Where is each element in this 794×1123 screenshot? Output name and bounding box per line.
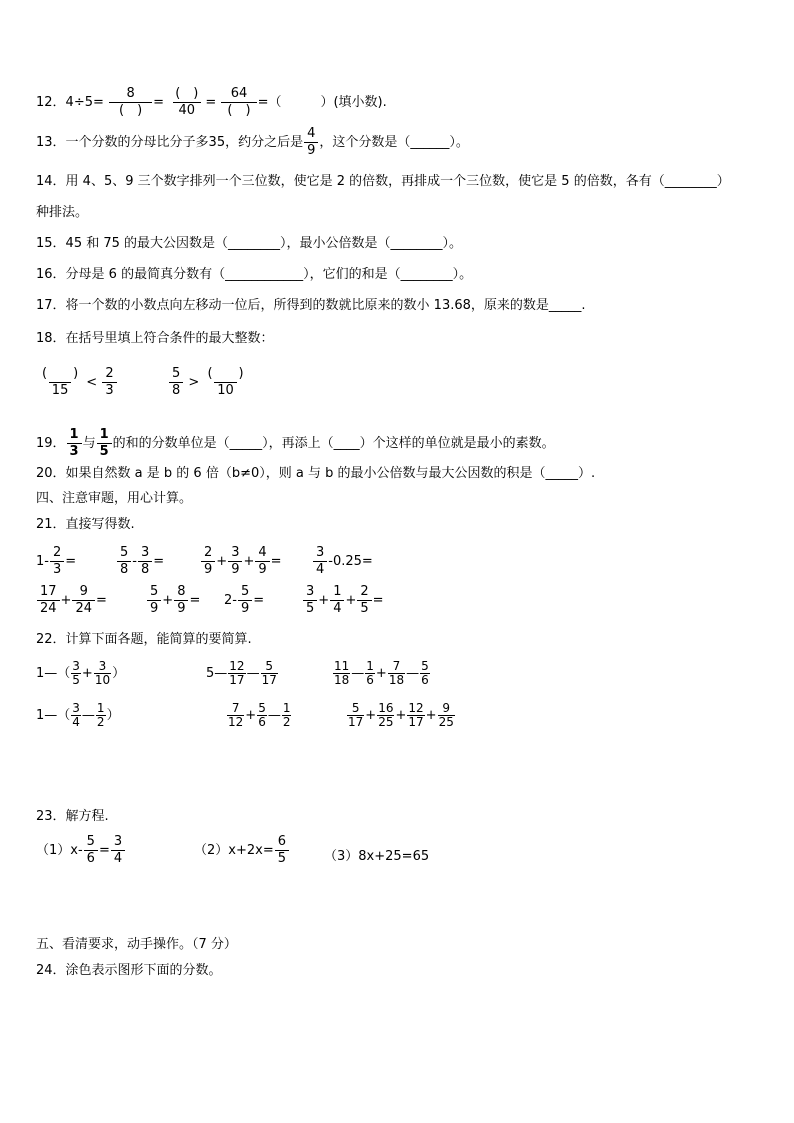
question-20: 20．如果自然数 a 是 b 的 6 倍（b≠0），则 a 与 b 的最小公倍数与最大公因数的积是（_____）. xyxy=(36,466,596,481)
fraction: $\frac{5}{9}$ xyxy=(238,584,252,617)
q21-expr: $\frac{3}{4}$ -0.25= xyxy=(312,545,373,578)
q21-expr: $\frac{3}{5}$ + $\frac{1}{4}$ + $\frac{2}{5}$ = xyxy=(302,584,384,617)
q21-expr: 1- $\frac{2}{3}$ = xyxy=(36,545,77,577)
fraction: $\frac{7}{18}$ xyxy=(388,659,405,687)
fraction: $\frac{2}{3}$ xyxy=(50,545,64,578)
q22-expr: $\frac{11}{18}$ — $\frac{1}{6}$ + $\frac{7}{18}$ — $\frac{5}{6}$ xyxy=(334,659,429,687)
question-19: 19． $\frac{1}{3}$ 与 $\frac{1}{5}$ 的和的分数单位是（_____），再添上（____）个这样的单位就是最小的素数。 xyxy=(36,427,555,459)
fraction: $\frac{12}{17}$ xyxy=(408,701,424,729)
fraction: $\frac{3}{8}$ xyxy=(138,545,152,578)
fraction: $\frac{1}{2}$ xyxy=(96,701,105,729)
equation-1: （1）x- $\frac{5}{6}$ = $\frac{3}{4}$ xyxy=(36,834,126,867)
fraction: $\frac{5}{17}$ xyxy=(261,659,277,687)
q21-expr: $\frac{5}{8}$ - $\frac{3}{8}$ = xyxy=(116,545,164,578)
fraction: $\frac{16}{25}$ xyxy=(378,701,394,729)
fraction: $\frac{5}{8}$ xyxy=(169,366,183,399)
fraction: 64 ( ) xyxy=(221,86,256,119)
fraction: 8 ( ) xyxy=(109,86,152,119)
fraction: $\frac{5}{6}$ xyxy=(258,701,266,729)
fraction: $\frac{5}{6}$ xyxy=(421,659,429,687)
fraction: $\frac{5}{17}$ xyxy=(348,701,364,729)
fraction: $\frac{1}{6}$ xyxy=(366,659,374,687)
fraction: $\frac{9}{24}$ xyxy=(72,584,95,617)
question-15: 15．45 和 75 的最大公因数是（________），最小公倍数是（________）。 xyxy=(36,236,463,251)
fraction: $\frac{12}{17}$ xyxy=(229,659,245,687)
fraction: ( ) 40 xyxy=(169,86,204,119)
fraction: $\frac{11}{18}$ xyxy=(334,659,350,687)
question-14-line2: 种排法。 xyxy=(36,205,89,220)
fraction: $\frac{3}{4}$ xyxy=(111,834,125,867)
q22-expr: $\frac{5}{17}$ + $\frac{16}{25}$ + $\frac{12}{17}$ + $\frac{9}{25}$ xyxy=(348,701,454,729)
q21-expr: 2- $\frac{5}{9}$ = xyxy=(224,584,265,616)
fraction: $\frac{2}{3}$ xyxy=(102,366,116,399)
fraction: $\frac{1}{2}$ xyxy=(282,701,291,729)
question-24: 24．涂色表示图形下面的分数。 xyxy=(36,963,222,978)
fraction: $\frac{1}{4}$ xyxy=(330,584,344,617)
fraction: $\frac{3}{5}$ xyxy=(303,584,317,617)
fraction: $\frac{2}{5}$ xyxy=(357,584,371,617)
fraction: $\frac{17}{24}$ xyxy=(37,584,60,617)
fraction: $\frac{4}{9}$ xyxy=(304,126,318,159)
question-12: 12．4÷5= 8 ( ) = ( ) 40 = 64 ( ) =（ ）(填小数). xyxy=(36,86,387,118)
q22-expr: 5— $\frac{12}{17}$ — $\frac{5}{17}$ xyxy=(206,659,277,687)
question-17: 17．将一个数的小数点向左移动一位后，所得到的数就比原来的数小 13.68，原来的数是_____. xyxy=(36,298,586,313)
question-21-title: 21．直接写得数. xyxy=(36,517,135,532)
q22-expr: 1—（ $\frac{3}{4}$ — $\frac{1}{2}$ ） xyxy=(36,701,120,729)
fraction: $\frac{3}{9}$ xyxy=(228,545,242,578)
q22-expr: $\frac{7}{12}$ + $\frac{5}{6}$ — $\frac{1}{2}$ xyxy=(228,701,291,729)
question-18: 18．在括号里填上符合条件的最大整数： xyxy=(36,331,274,346)
fraction: $\frac{3}{4}$ xyxy=(72,701,80,729)
section-5-title: 五、看清要求，动手操作。（7 分） xyxy=(36,937,237,952)
equation-2: （2）x+2x= $\frac{6}{5}$ xyxy=(194,834,290,867)
fraction: $\frac{3}{4}$ xyxy=(313,545,327,578)
question-13: 13．一个分数的分母比分子多35，约分之后是 $\frac{4}{9}$ ，这个分数是（______）。 xyxy=(36,126,469,158)
equation-3: （3）8x+25=65 xyxy=(324,849,430,864)
q21-expr: $\frac{2}{9}$ + $\frac{3}{9}$ + $\frac{4}{9}$ = xyxy=(200,545,282,578)
fraction: ( ) 15 xyxy=(42,366,79,398)
inequality-a: ( ) 15 < $\frac{2}{3}$ xyxy=(38,366,118,399)
fraction: $\frac{5}{6}$ xyxy=(84,834,98,867)
inequality-b: $\frac{5}{8}$ > ( ) 10 xyxy=(168,366,248,399)
fraction: $\frac{5}{9}$ xyxy=(147,584,161,617)
q21-expr: $\frac{5}{9}$ + $\frac{8}{9}$ = xyxy=(146,584,200,617)
fraction: $\frac{7}{12}$ xyxy=(228,701,244,729)
fraction: $\frac{1}{5}$ xyxy=(97,427,112,460)
question-14-line1: 14．用 4、5、9 三个数字排列一个三位数，使它是 2 的倍数，再排成一个三位数，使它是 5 的倍数，各有（________） xyxy=(36,174,730,189)
section-4-title: 四、注意审题，用心计算。 xyxy=(36,491,193,506)
fraction: $\frac{6}{5}$ xyxy=(275,834,289,867)
q22-expr: 1—（ $\frac{3}{5}$ + $\frac{3}{10}$ ） xyxy=(36,659,126,687)
fraction: $\frac{2}{9}$ xyxy=(201,545,215,578)
fraction: $\frac{4}{9}$ xyxy=(255,545,269,578)
fraction: $\frac{9}{25}$ xyxy=(438,701,454,729)
fraction: $\frac{5}{8}$ xyxy=(117,545,131,578)
question-22-title: 22．计算下面各题，能简算的要简算. xyxy=(36,632,252,647)
fraction: $\frac{3}{10}$ xyxy=(94,659,111,687)
fraction: ( ) 10 xyxy=(207,366,244,398)
fraction: $\frac{8}{9}$ xyxy=(174,584,188,617)
fraction: $\frac{1}{3}$ xyxy=(67,427,82,460)
question-23-title: 23．解方程. xyxy=(36,809,109,824)
fraction: $\frac{3}{5}$ xyxy=(72,659,80,687)
question-16: 16．分母是 6 的最简真分数有（____________），它们的和是（________）。 xyxy=(36,267,473,282)
q21-expr: $\frac{17}{24}$ + $\frac{9}{24}$ = xyxy=(36,584,107,617)
